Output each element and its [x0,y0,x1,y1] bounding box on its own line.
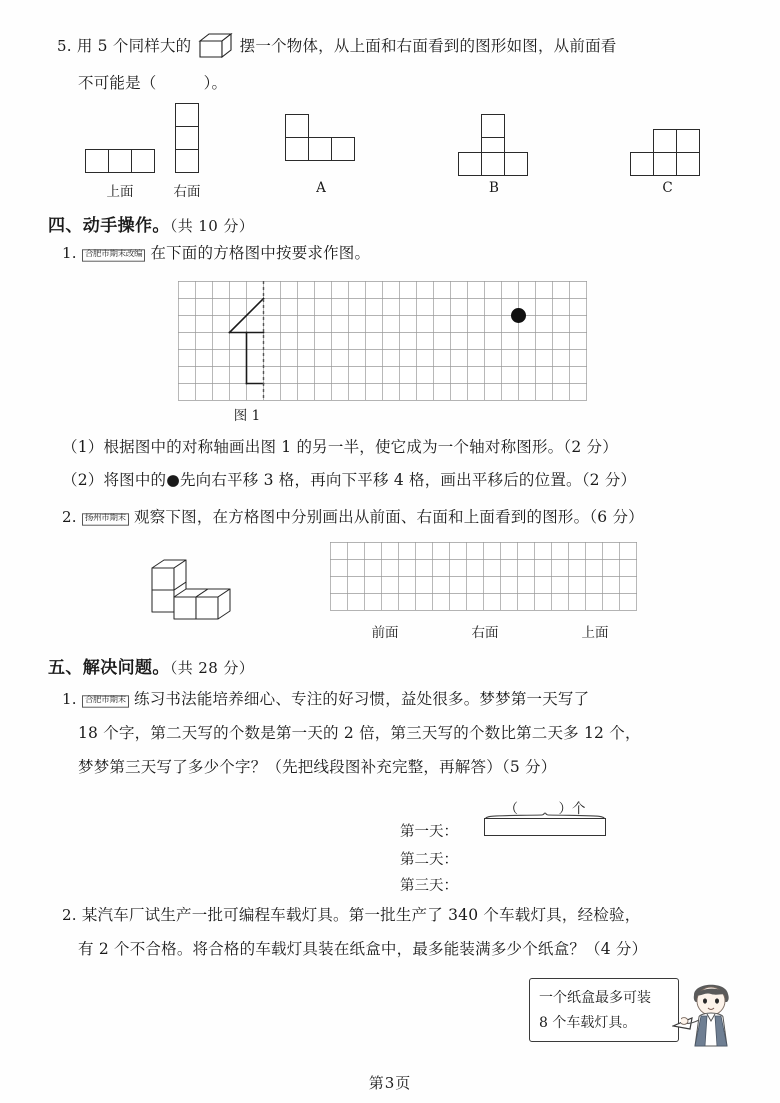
shape-cell [676,152,700,176]
shape-cell [676,129,700,153]
option-c-shape [630,129,705,177]
right-view-shape [175,103,199,173]
section-5-heading [48,653,254,678]
student-character-illustration [681,975,743,1051]
section-4-title: 四、动手操作。 [48,216,170,236]
view-label-top: 上面 [581,625,609,641]
right-view-label: 右面 [173,184,201,200]
shape-cell [175,103,199,127]
s5-q2-line2: 有 2 个不合格。将合格的车载灯具装在纸盒中，最多能装满多少个纸盒？（4 分） [78,940,648,958]
top-view-label: 上面 [106,184,134,200]
shape-cell [85,149,109,173]
s4-q1-source-tag: 合肥市期末改编 [82,249,145,261]
views-grid [330,542,637,611]
segment-row-label-day3: 第三天： [400,878,458,894]
shape-cell [481,152,505,176]
q5-line2: 不可能是（ ）。 [78,74,228,92]
s4-q2-text: 观察下图，在方格图中分别画出从前面、右面和上面看到的图形。（6 分） [134,508,644,526]
view-label-right: 右面 [471,625,499,641]
hint-line-1: 一个纸盒最多可装 [539,990,651,1006]
shape-cell [175,126,199,150]
cube-solid-figure [148,550,258,634]
shape-cell [285,114,309,138]
top-view-shape [85,149,155,173]
page-footer: 第3页 [368,1074,412,1092]
s5-q1-line1 [62,692,589,708]
q5-line1-part-b: 摆一个物体，从上面和右面看到的图形如图，从前面看 [239,37,617,55]
s4-q1-sub1: （1）根据图中的对称轴画出图 1 的另一半，使它成为一个轴对称图形。（2 分） [62,438,618,456]
shape-cell [458,152,482,176]
hint-line-2: 8 个车载灯具。 [539,1014,637,1031]
section-5-title: 五、解决问题。 [48,658,170,678]
hint-speech-bubble [529,978,679,1042]
s4-q2-line [62,510,644,526]
s5-q1-line3: 梦梦第三天写了多少个字？（先把线段图补充完整，再解答）（5 分） [78,758,557,776]
q5-number: 5. [57,37,72,55]
option-b-label: B [489,180,499,196]
segment-row-label-day2: 第二天： [400,852,458,868]
q5-line1 [57,32,616,59]
option-a-label: A [316,180,326,196]
symmetry-grid [178,281,587,401]
q5-line1-part-a: 用 5 个同样大的 [76,37,192,55]
option-a-shape [285,114,357,174]
section-4-points: （共 10 分） [169,217,255,235]
brace-quantity-label: （ ）个 [504,801,586,817]
shape-cell [630,152,654,176]
shape-cell [131,149,155,173]
s5-q1-line2: 18 个字，第二天写的个数是第一天的 2 倍，第三天写的个数比第二天多 12 个， [78,724,641,742]
segment-bar-day1 [484,818,606,836]
s5-q2-number: 2. [62,906,77,924]
s5-q2-text-1: 某汽车厂试生产一批可编程车载灯具。第一批生产了 340 个车载灯具，经检验， [81,906,641,924]
s4-q2-source-tag: 扬州市期末 [82,513,129,525]
s4-q1-number: 1. [62,244,77,262]
shape-cell [175,149,199,173]
s5-q1-source-tag: 合肥市期末 [82,695,129,707]
s5-q2-line1 [62,908,640,924]
section-5-points: （共 28 分） [169,659,255,677]
s4-q2-number: 2. [62,508,77,526]
shape-cell [653,152,677,176]
view-label-front: 前面 [371,625,399,641]
s5-q1-number: 1. [62,690,77,708]
s5-q1-text-1: 练习书法能培养细心、专注的好习惯，益处很多。梦梦第一天写了 [134,690,590,708]
option-c-label: C [662,180,673,196]
shape-cell [481,114,505,138]
option-b-shape [458,114,530,174]
shape-cell [653,129,677,153]
cube-icon [198,32,234,59]
s4-q1-sub2: （2）将图中的●先向右平移 3 格，再向下平移 4 格，画出平移后的位置。（2 分） [62,471,637,489]
s4-q1-text: 在下面的方格图中按要求作图。 [150,244,371,262]
shape-cell [331,137,355,161]
shape-cell [308,137,332,161]
section-4-heading [48,211,254,236]
shape-cell [108,149,132,173]
shape-cell [285,137,309,161]
segment-row-label-day1: 第一天： [400,824,458,840]
figure-1-caption: 图 1 [233,408,261,424]
shape-cell [504,152,528,176]
s4-q1-line [62,246,370,262]
